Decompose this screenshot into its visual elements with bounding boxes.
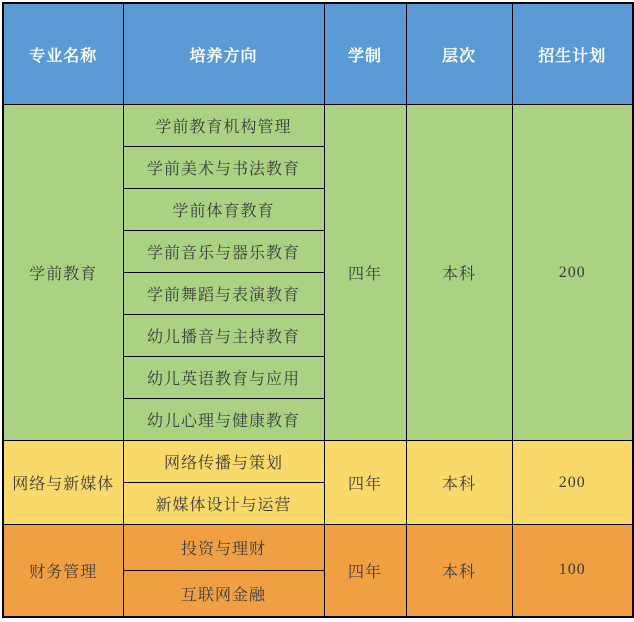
- direction-cell: 新媒体设计与运营: [123, 483, 324, 525]
- major-cell: 学前教育: [3, 105, 123, 441]
- direction-cell: 幼儿英语教育与应用: [123, 357, 324, 399]
- column-header-level: 层次: [406, 3, 512, 105]
- column-header-plan: 招生计划: [512, 3, 633, 105]
- group-network-new-media: [3, 441, 633, 525]
- plan-cell: 200: [512, 441, 633, 525]
- level-cell: 本科: [406, 105, 512, 441]
- direction-cell: 学前教育机构管理: [123, 105, 324, 147]
- column-header-major: 专业名称: [3, 3, 123, 105]
- duration-cell: 四年: [324, 441, 406, 525]
- direction-cell: 网络传播与策划: [123, 441, 324, 483]
- header-row: [3, 3, 633, 105]
- direction-cell: 互联网金融: [123, 571, 324, 617]
- admission-plan-table: [2, 2, 634, 618]
- major-cell: 财务管理: [3, 525, 123, 617]
- table-row: [3, 441, 633, 483]
- direction-cell: 学前体育教育: [123, 189, 324, 231]
- direction-cell: 幼儿心理与健康教育: [123, 399, 324, 441]
- group-financial-management: [3, 525, 633, 617]
- major-cell: 网络与新媒体: [3, 441, 123, 525]
- column-header-direction: 培养方向: [123, 3, 324, 105]
- table-row: [3, 525, 633, 571]
- column-header-duration: 学制: [324, 3, 406, 105]
- plan-cell: 100: [512, 525, 633, 617]
- level-cell: 本科: [406, 525, 512, 617]
- table-row: [3, 105, 633, 147]
- duration-cell: 四年: [324, 105, 406, 441]
- plan-cell: 200: [512, 105, 633, 441]
- duration-cell: 四年: [324, 525, 406, 617]
- group-preschool-education: [3, 105, 633, 441]
- direction-cell: 学前音乐与器乐教育: [123, 231, 324, 273]
- direction-cell: 学前美术与书法教育: [123, 147, 324, 189]
- direction-cell: 学前舞蹈与表演教育: [123, 273, 324, 315]
- level-cell: 本科: [406, 441, 512, 525]
- direction-cell: 幼儿播音与主持教育: [123, 315, 324, 357]
- direction-cell: 投资与理财: [123, 525, 324, 571]
